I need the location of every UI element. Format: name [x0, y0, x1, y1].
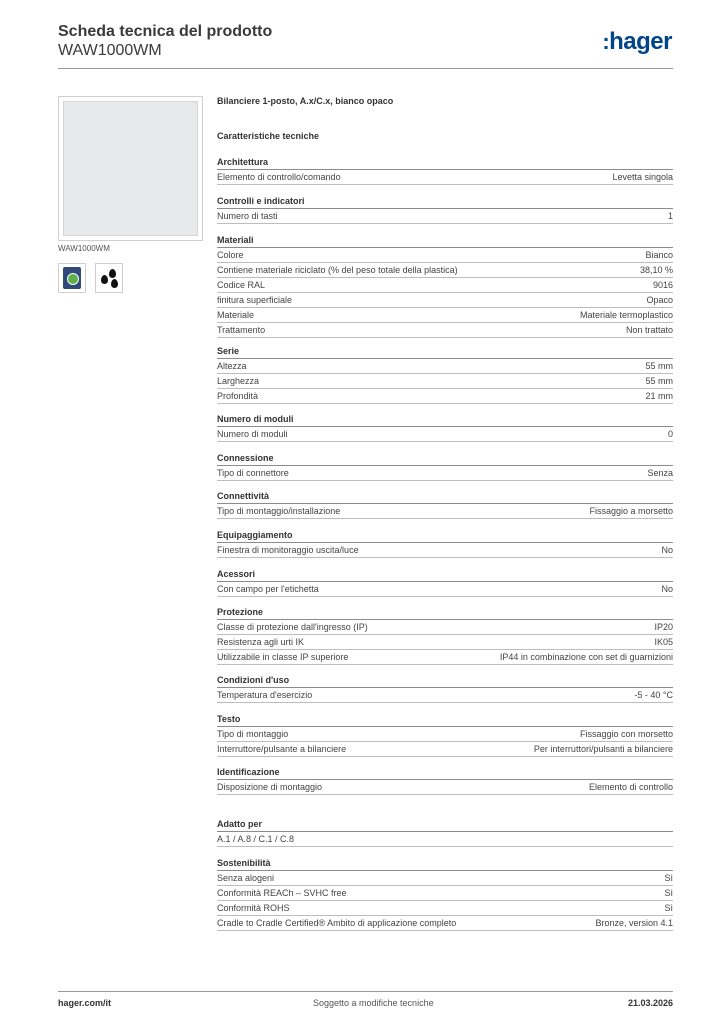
section-heading: Equipaggiamento	[217, 529, 673, 543]
spec-label: Colore	[217, 250, 244, 260]
spec-label: Tipo di connettore	[217, 468, 289, 478]
logo-text: hager	[609, 28, 672, 55]
spec-value: Senza	[647, 468, 673, 478]
spec-label: Resistenza agli urti IK	[217, 637, 305, 647]
spec-row	[217, 582, 673, 597]
spec-row	[217, 248, 673, 263]
spec-value: Levetta singola	[612, 172, 673, 182]
spec-label: Interruttore/pulsante a bilanciere	[217, 744, 347, 754]
spec-row	[217, 504, 673, 519]
section-heading: Adatto per	[217, 818, 673, 832]
footer-divider	[58, 991, 673, 992]
spec-row	[217, 323, 673, 338]
spec-value: Bianco	[645, 250, 673, 260]
spec-value: IP44 in combinazione con set di guarnizioni	[499, 652, 673, 662]
spec-label: Conformità ROHS	[217, 903, 290, 913]
spec-row	[217, 916, 673, 931]
spec-section	[217, 568, 673, 597]
section-heading: Materiali	[217, 234, 673, 248]
logo-prefix: :	[602, 29, 610, 54]
spec-section	[217, 490, 673, 519]
spec-value: IK05	[654, 637, 673, 647]
spec-value: Opaco	[646, 295, 673, 305]
spec-value: Bronze, version 4.1	[595, 918, 673, 928]
spec-label: Elemento di controllo/comando	[217, 172, 341, 182]
spec-row	[217, 727, 673, 742]
section-heading: Architettura	[217, 156, 673, 170]
spec-label: Finestra di monitoraggio uscita/luce	[217, 545, 359, 555]
spec-section	[217, 452, 673, 481]
spec-row	[217, 170, 673, 185]
spec-value: Materiale termoplastico	[579, 310, 673, 320]
spec-value: Non trattato	[625, 325, 673, 335]
spec-value: -5 - 40 °C	[634, 690, 673, 700]
spec-row	[217, 543, 673, 558]
spec-label: Profondità	[217, 391, 259, 401]
spec-row	[217, 263, 673, 278]
spec-label: A.1 / A.8 / C.1 / C.8	[217, 834, 295, 844]
spec-row	[217, 742, 673, 757]
section-heading: Protezione	[217, 606, 673, 620]
footer-notice: Soggetto a modifiche tecniche	[313, 998, 434, 1008]
spec-value: 55 mm	[645, 361, 673, 371]
header-divider	[58, 68, 673, 69]
spec-label: Tipo di montaggio/installazione	[217, 506, 341, 516]
spec-row	[217, 620, 673, 635]
spec-label: Utilizzabile in classe IP superiore	[217, 652, 349, 662]
section-heading: Connessione	[217, 452, 673, 466]
spec-label: Conformità REACh – SVHC free	[217, 888, 347, 898]
spec-row	[217, 650, 673, 665]
spec-label: Altezza	[217, 361, 247, 371]
spec-value: 0	[667, 429, 673, 439]
spec-label: Materiale	[217, 310, 255, 320]
spec-row	[217, 466, 673, 481]
spec-section	[217, 156, 673, 185]
section-heading: Numero di moduli	[217, 413, 673, 427]
product-code: WAW1000WM	[58, 42, 162, 59]
spec-label: Senza alogeni	[217, 873, 275, 883]
spec-section	[217, 195, 673, 224]
spec-section	[217, 713, 673, 757]
switch-plate-image	[63, 101, 198, 236]
spec-label: Numero di tasti	[217, 211, 278, 221]
section-heading: Serie	[217, 345, 673, 359]
spec-value: Sì	[664, 888, 673, 898]
water-drops-icon	[95, 263, 123, 293]
spec-label: Classe di protezione dall'ingresso (IP)	[217, 622, 368, 632]
spec-section	[217, 529, 673, 558]
spec-row	[217, 209, 673, 224]
spec-value: Fissaggio con morsetto	[579, 729, 673, 739]
spec-row	[217, 308, 673, 323]
cradle-to-cradle-badge-icon	[58, 263, 86, 293]
page-title: Scheda tecnica del prodotto	[58, 23, 273, 40]
spec-label: Trattamento	[217, 325, 266, 335]
spec-row	[217, 832, 673, 847]
hager-logo	[602, 28, 672, 56]
spec-row	[217, 389, 673, 404]
spec-value: 1	[667, 211, 673, 221]
spec-value: Sì	[664, 873, 673, 883]
spec-row	[217, 871, 673, 886]
section-heading: Controlli e indicatori	[217, 195, 673, 209]
spec-value: Sì	[664, 903, 673, 913]
product-image	[58, 96, 203, 241]
spec-label: Disposizione di montaggio	[217, 782, 323, 792]
footer-website-link[interactable]: hager.com/it	[58, 998, 112, 1008]
spec-label: finitura superficiale	[217, 295, 293, 305]
page-header	[58, 22, 678, 72]
spec-section	[217, 345, 673, 404]
spec-row	[217, 901, 673, 916]
spec-value: 9016	[652, 280, 673, 290]
spec-row	[217, 635, 673, 650]
product-description: Bilanciere 1-posto, A.x/C.x, bianco opaco	[217, 96, 394, 106]
spec-value: No	[661, 584, 673, 594]
section-heading: Acessori	[217, 568, 673, 582]
section-heading: Testo	[217, 713, 673, 727]
spec-label: Codice RAL	[217, 280, 266, 290]
spec-value: Fissaggio a morsetto	[589, 506, 673, 516]
footer-date: 21.03.2026	[627, 998, 673, 1008]
spec-value: Per interruttori/pulsanti a bilanciere	[533, 744, 673, 754]
spec-label: Con campo per l'etichetta	[217, 584, 319, 594]
spec-value: 38,10 %	[639, 265, 673, 275]
spec-section	[217, 413, 673, 442]
spec-value: IP20	[654, 622, 673, 632]
spec-label: Cradle to Cradle Certified® Ambito di applicazione completo	[217, 918, 457, 928]
spec-section	[217, 234, 673, 338]
section-heading: Sostenibilità	[217, 857, 673, 871]
spec-section	[217, 674, 673, 703]
spec-value: 55 mm	[645, 376, 673, 386]
spec-section	[217, 818, 673, 847]
spec-row	[217, 359, 673, 374]
spec-row	[217, 780, 673, 795]
image-caption: WAW1000WM	[58, 244, 110, 253]
spec-value: 21 mm	[645, 391, 673, 401]
spec-value: No	[661, 545, 673, 555]
spec-row	[217, 688, 673, 703]
section-heading: Condizioni d'uso	[217, 674, 673, 688]
spec-label: Tipo di montaggio	[217, 729, 289, 739]
spec-label: Larghezza	[217, 376, 260, 386]
spec-row	[217, 427, 673, 442]
spec-label: Temperatura d'esercizio	[217, 690, 313, 700]
section-heading: Identificazione	[217, 766, 673, 780]
spec-row	[217, 293, 673, 308]
spec-section	[217, 606, 673, 665]
spec-row	[217, 886, 673, 901]
spec-section	[217, 857, 673, 931]
spec-value: Elemento di controllo	[588, 782, 673, 792]
spec-row	[217, 278, 673, 293]
spec-section	[217, 766, 673, 795]
spec-label: Contiene materiale riciclato (% del peso totale della plastica)	[217, 265, 458, 275]
technical-features-heading: Caratteristiche tecniche	[217, 131, 320, 141]
spec-row	[217, 374, 673, 389]
section-heading: Connettività	[217, 490, 673, 504]
spec-label: Numero di moduli	[217, 429, 288, 439]
